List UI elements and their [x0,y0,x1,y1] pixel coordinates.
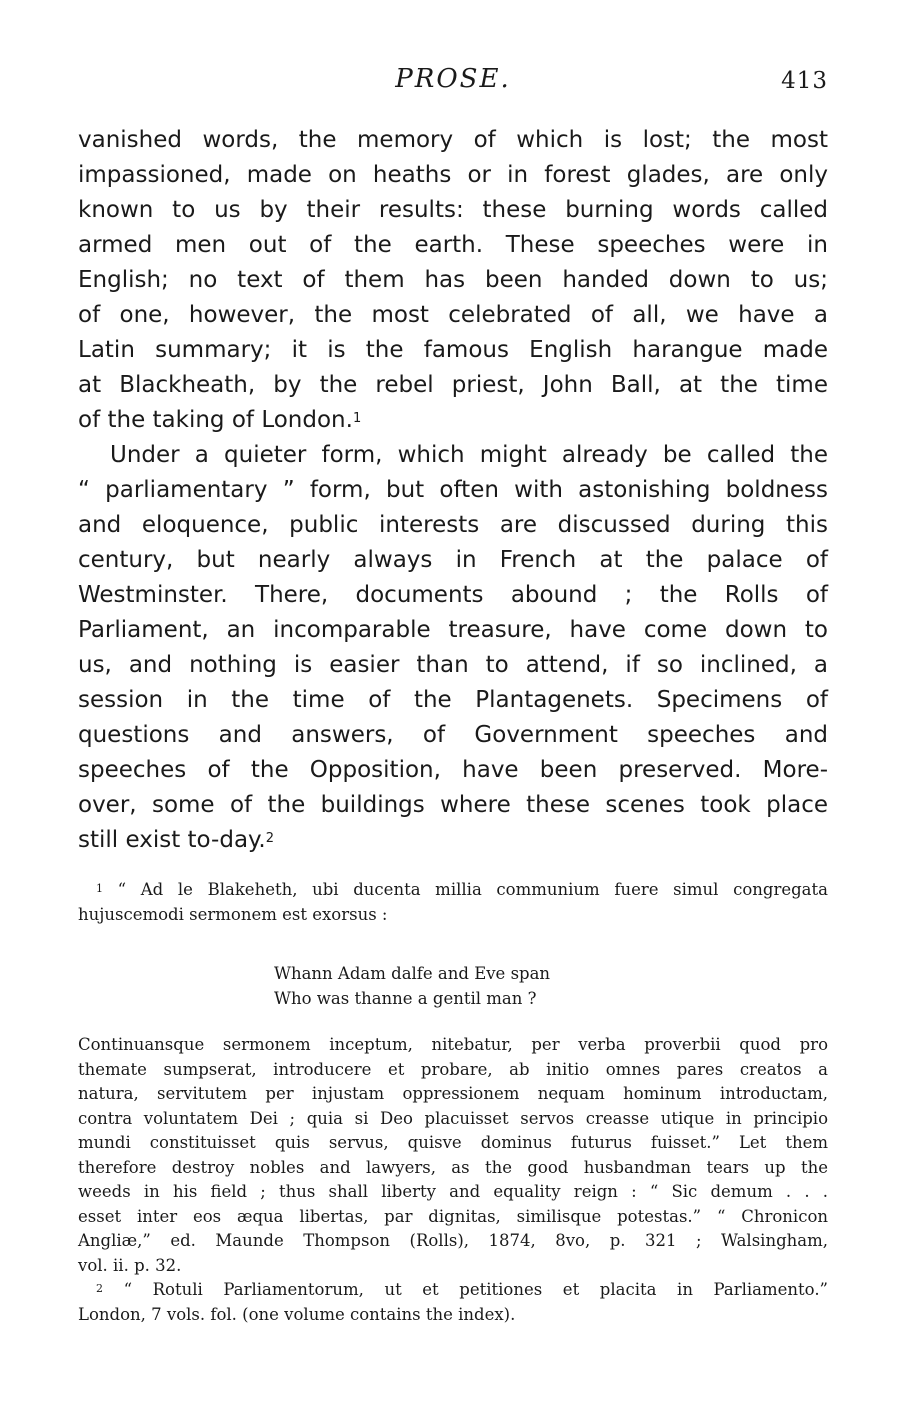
text-line: and eloquence, public interests are discussed during this [78,512,828,538]
footnote-1-line: esset inter eos æqua libertas, par dignitas, similisque potestas.” “ Chronicon [78,1206,828,1226]
verse-line: Who was thanne a gentil man ? [274,988,537,1008]
text-line: vanished words, the memory of which is lost; the most [78,127,828,153]
text-line: Parliament, an incomparable treasure, have come down to [78,617,828,643]
text-line: century, but nearly always in French at the palace of [78,547,828,573]
text-line: impassioned, made on heaths or in forest glades, are only [78,162,828,188]
footnote-1-line: weeds in his field ; thus shall liberty and equality reign : “ Sic demum . . . [78,1182,828,1201]
footnote-1-line [78,878,828,903]
main-text [78,123,828,858]
verse-quotation [78,962,828,1011]
text-line: us, and nothing is easier than to attend, if so inclined, a [78,652,828,678]
page-number: 413 [781,68,828,94]
footnote-1-line: Angliæ,” ed. Maunde Thompson (Rolls), 1874, 8vo, p. 321 ; Walsingham, [78,1231,828,1250]
text-line: session in the time of the Plantagenets. Specimens of [78,687,828,713]
text-line: Latin summary; it is the famous English harangue made [78,337,828,363]
footnote-2-line [78,1278,828,1303]
text-line-content: still exist to-day. [78,827,266,853]
footnote-2-text: “ Rotuli Parliamentorum, ut et petitiones et placita in Parliamento.” [123,1280,828,1299]
footnote-1-marker: 1 [96,882,103,895]
text-line: known to us by their results: these burning words called [78,197,828,223]
text-line: over, some of the buildings where these scenes took place [78,792,828,818]
footnote-1-line: natura, servitutem per injustam oppressionem nequam hominum introductam, [78,1084,828,1103]
footnote-1-line: Continuansque sermonem inceptum, nitebatur, per verba proverbii quod pro [78,1035,828,1054]
verse-line: Whann Adam dalfe and Eve span [274,964,551,983]
footnote-1-line: contra voluntatem Dei ; quia si Deo placuisset servos creasse utique in principio [78,1108,828,1128]
footnote-2-marker: 2 [96,1282,103,1295]
text-line: Under a quieter form, which might already be called the [110,442,828,468]
footnotes [78,878,828,1327]
text-line: speeches of the Opposition, have been preserved. More- [78,757,828,783]
text-line: Westminster. There, documents abound ; the Rolls of [78,582,828,608]
text-line: at Blackheath, by the rebel priest, John Ball, at the time [78,372,828,398]
text-line-content: of the taking of London. [78,407,353,433]
text-line: armed men out of the earth. These speeches were in [78,232,828,258]
text-line [78,823,828,858]
footnote-1-text: “ Ad le Blakeheth, ubi ducenta millia communium fuere simul congregata [117,880,828,899]
running-head [78,64,828,104]
footnote-1-line: hujuscemodi sermonem est exorsus : [78,904,388,924]
footnote-1-line: therefore destroy nobles and lawyers, as the good husbandman tears up the [78,1157,828,1177]
text-line: of one, however, the most celebrated of all, we have a [78,302,828,328]
text-line [78,403,828,438]
text-line: “ parliamentary ” form, but often with astonishing boldness [78,477,828,503]
text-line: questions and answers, of Government speeches and [78,722,828,748]
running-title: PROSE. [395,64,511,94]
footnote-1-line: mundi constituisset quis servus, quisve dominus futurus fuisset.” Let them [78,1133,828,1152]
text-line: English; no text of them has been handed down to us; [78,267,828,293]
footnote-ref-2[interactable]: 2 [265,831,274,846]
footnote-1-line: vol. ii. p. 32. [78,1255,182,1275]
footnote-1-line: themate sumpserat, introducere et probare, ab initio omnes pares creatos a [78,1059,828,1079]
footnote-2-line: London, 7 vols. fol. (one volume contains the index). [78,1304,516,1324]
footnote-ref-1[interactable]: 1 [352,411,362,426]
